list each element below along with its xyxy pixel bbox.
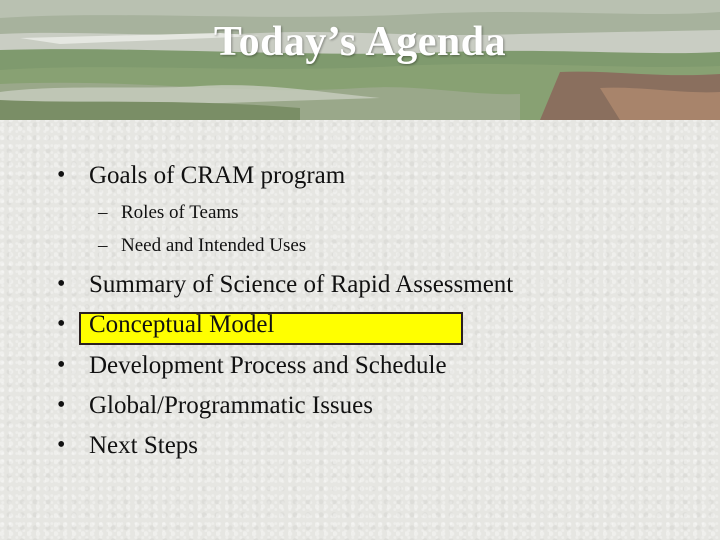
list-item-label: Conceptual Model: [89, 311, 275, 338]
list-item-label: Global/Programmatic Issues: [89, 392, 373, 419]
list-item-label: Development Process and Schedule: [89, 352, 447, 379]
bullet-marker: •: [57, 162, 66, 188]
slide-title: Today’s Agenda: [213, 19, 507, 65]
bullet-marker: •: [57, 271, 66, 297]
dash-marker: –: [98, 202, 108, 223]
list-item-label: Goals of CRAM program: [89, 162, 346, 189]
bullet-marker: •: [57, 432, 66, 458]
list-item-label: Summary of Science of Rapid Assessment: [89, 271, 514, 298]
bullet-marker: •: [57, 352, 66, 378]
bullet-marker: •: [57, 311, 66, 337]
header-photo-banner: [0, 0, 720, 120]
list-item-label: Next Steps: [89, 432, 199, 459]
sub-list-item-label: Need and Intended Uses: [121, 235, 307, 256]
bullet-marker: •: [57, 392, 66, 418]
sub-list-item-label: Roles of Teams: [121, 202, 239, 223]
dash-marker: –: [98, 235, 108, 256]
